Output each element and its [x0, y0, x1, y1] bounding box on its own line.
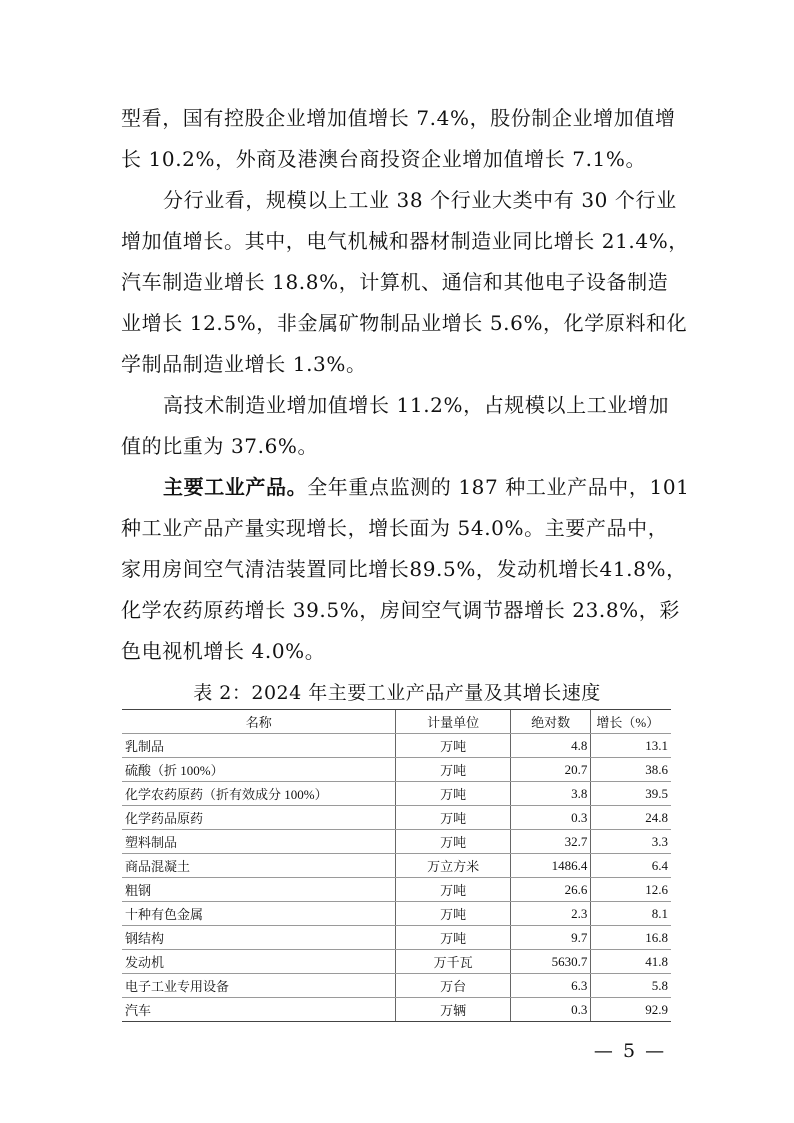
products-table: [122, 709, 671, 1022]
text-line: 学制品制造业增长 1.3%。: [121, 352, 367, 376]
cell-unit: 万吨: [396, 782, 510, 806]
text-line: 型看，国有控股企业增加值增长 7.4%，股份制企业增加值增: [121, 106, 676, 130]
cell-value: 5630.7: [510, 950, 591, 974]
cell-value: 4.8: [510, 734, 591, 758]
text-line: 化学农药原药增长 39.5%，房间空气调节器增长 23.8%，彩: [121, 598, 680, 622]
cell-growth: 13.1: [591, 734, 671, 758]
cell-value: 2.3: [510, 902, 591, 926]
cell-value: 0.3: [510, 806, 591, 830]
text-line: 高技术制造业增加值增长 11.2%，占规模以上工业增加: [163, 393, 670, 417]
cell-value: 32.7: [510, 830, 591, 854]
cell-unit: 万辆: [396, 998, 510, 1022]
cell-growth: 16.8: [591, 926, 671, 950]
table-row: [122, 974, 671, 998]
table-row: [122, 734, 671, 758]
text-line: 业增长 12.5%，非金属矿物制品业增长 5.6%，化学原料和化: [121, 311, 688, 335]
table-header-row: [122, 710, 671, 734]
cell-unit: 万立方米: [396, 854, 510, 878]
cell-name: 粗钢: [122, 878, 396, 902]
text-line: 长 10.2%，外商及港澳台商投资企业增加值增长 7.1%。: [121, 147, 647, 171]
text-line: 分行业看，规模以上工业 38 个行业大类中有 30 个行业: [163, 188, 677, 212]
cell-name: 化学药品原药: [122, 806, 396, 830]
cell-unit: 万吨: [396, 830, 510, 854]
table-row: [122, 806, 671, 830]
table-row: [122, 854, 671, 878]
cell-growth: 39.5: [591, 782, 671, 806]
cell-name: 硫酸（折 100%）: [122, 758, 396, 782]
header-growth: 增长（%）: [591, 710, 671, 734]
table-caption: 表 2：2024 年主要工业产品产量及其增长速度: [193, 682, 601, 704]
text-line: 色电视机增长 4.0%。: [121, 639, 326, 663]
cell-name: 乳制品: [122, 734, 396, 758]
cell-value: 3.8: [510, 782, 591, 806]
cell-unit: 万台: [396, 974, 510, 998]
text-line: 值的比重为 37.6%。: [121, 434, 319, 458]
table-row: [122, 782, 671, 806]
text-line: 家用房间空气清洁装置同比增长89.5%，发动机增长41.8%，: [121, 557, 687, 581]
header-value: 绝对数: [510, 710, 591, 734]
cell-name: 塑料制品: [122, 830, 396, 854]
cell-unit: 万吨: [396, 878, 510, 902]
cell-growth: 3.3: [591, 830, 671, 854]
cell-value: 26.6: [510, 878, 591, 902]
cell-name: 商品混凝土: [122, 854, 396, 878]
cell-name: 发动机: [122, 950, 396, 974]
cell-name: 钢结构: [122, 926, 396, 950]
cell-unit: 万吨: [396, 734, 510, 758]
text-line: 汽车制造业增长 18.8%，计算机、通信和其他电子设备制造: [121, 270, 669, 294]
header-unit: 计量单位: [396, 710, 510, 734]
cell-growth: 41.8: [591, 950, 671, 974]
page-number: — 5 —: [593, 1040, 667, 1062]
cell-growth: 5.8: [591, 974, 671, 998]
table-row: [122, 950, 671, 974]
table-row: [122, 926, 671, 950]
table-row: [122, 902, 671, 926]
cell-value: 20.7: [510, 758, 591, 782]
cell-value: 1486.4: [510, 854, 591, 878]
table-row: [122, 830, 671, 854]
cell-growth: 38.6: [591, 758, 671, 782]
section-heading: 主要工业产品。: [163, 475, 308, 499]
paragraph-main-products: [121, 467, 690, 672]
cell-growth: 92.9: [591, 998, 671, 1022]
table-row: [122, 998, 671, 1022]
cell-growth: 12.6: [591, 878, 671, 902]
text-line: 增加值增长。其中，电气机械和器材制造业同比增长 21.4%，: [121, 229, 689, 253]
cell-growth: 6.4: [591, 854, 671, 878]
cell-value: 6.3: [510, 974, 591, 998]
cell-value: 0.3: [510, 998, 591, 1022]
paragraph-industry: [121, 180, 689, 385]
cell-name: 汽车: [122, 998, 396, 1022]
text-line: [121, 467, 690, 508]
cell-growth: 8.1: [591, 902, 671, 926]
cell-unit: 万吨: [396, 926, 510, 950]
cell-unit: 万千瓦: [396, 950, 510, 974]
cell-unit: 万吨: [396, 806, 510, 830]
cell-name: 十种有色金属: [122, 902, 396, 926]
cell-name: 电子工业专用设备: [122, 974, 396, 998]
cell-growth: 24.8: [591, 806, 671, 830]
table-row: [122, 758, 671, 782]
cell-name: 化学农药原药（折有效成分 100%）: [122, 782, 396, 806]
text-fragment: 全年重点监测的 187 种工业产品中，101: [307, 475, 690, 499]
text-line: 种工业产品产量实现增长，增长面为 54.0%。主要产品中，: [121, 516, 669, 540]
paragraph-high-tech: [121, 385, 681, 467]
cell-value: 9.7: [510, 926, 591, 950]
table-row: [122, 878, 671, 902]
header-name: 名称: [122, 710, 396, 734]
paragraph-ownership: [121, 98, 681, 180]
cell-unit: 万吨: [396, 758, 510, 782]
cell-unit: 万吨: [396, 902, 510, 926]
